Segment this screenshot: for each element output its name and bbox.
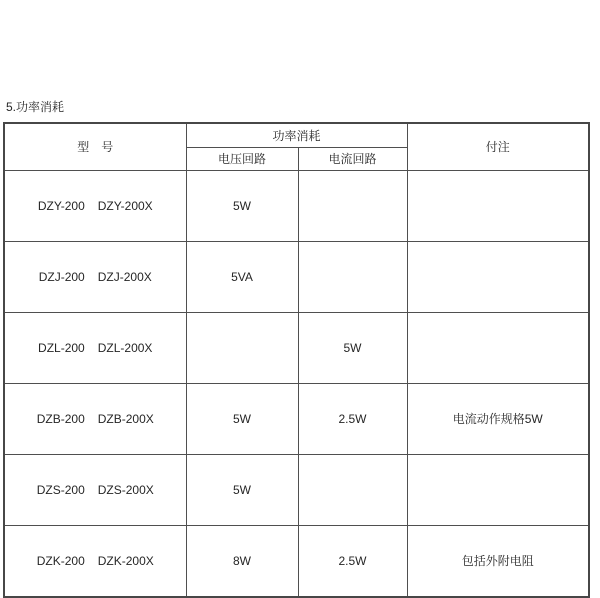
model-name-x: DZK-200X <box>97 553 154 568</box>
cell-model <box>4 525 186 597</box>
table-row <box>4 312 589 383</box>
model-name: DZS-200 <box>36 482 85 497</box>
cell-model <box>4 454 186 525</box>
cell-voltage-circuit <box>186 312 298 383</box>
power-consumption-table <box>3 122 590 598</box>
cell-note: 电流动作规格5W <box>407 383 589 454</box>
cell-current-circuit: 2.5W <box>298 383 407 454</box>
cell-model <box>4 170 186 241</box>
cell-current-circuit: 5W <box>298 312 407 383</box>
cell-voltage-circuit: 5W <box>186 170 298 241</box>
cell-current-circuit: 2.5W <box>298 525 407 597</box>
table-body <box>4 170 589 597</box>
model-name: DZL-200 <box>38 340 85 355</box>
cell-model <box>4 383 186 454</box>
table-row <box>4 170 589 241</box>
model-name: DZK-200 <box>36 553 85 568</box>
model-pair <box>5 270 186 284</box>
model-name-x: DZS-200X <box>97 482 154 497</box>
model-name-x: DZY-200X <box>97 198 153 213</box>
model-name: DZJ-200 <box>38 269 85 284</box>
model-name-x: DZB-200X <box>97 411 154 426</box>
model-pair <box>5 483 186 497</box>
model-name: DZB-200 <box>36 411 85 426</box>
model-pair <box>5 199 186 213</box>
model-pair <box>5 341 186 355</box>
cell-current-circuit <box>298 454 407 525</box>
cell-note: 包括外附电阻 <box>407 525 589 597</box>
model-pair <box>5 412 186 426</box>
col-header-power-group: 功率消耗 <box>186 123 407 147</box>
model-pair <box>5 554 186 568</box>
cell-current-circuit <box>298 170 407 241</box>
col-header-current-circuit: 电流回路 <box>298 147 407 170</box>
cell-note <box>407 170 589 241</box>
table-row <box>4 383 589 454</box>
header-row-top <box>4 123 589 147</box>
cell-voltage-circuit: 5VA <box>186 241 298 312</box>
cell-model <box>4 241 186 312</box>
section-title: 5.功率消耗 <box>6 100 65 114</box>
cell-voltage-circuit: 5W <box>186 383 298 454</box>
col-header-model: 型 号 <box>4 123 186 170</box>
table-row <box>4 525 589 597</box>
model-name-x: DZJ-200X <box>97 269 152 284</box>
cell-note <box>407 312 589 383</box>
cell-voltage-circuit: 8W <box>186 525 298 597</box>
table-header <box>4 123 589 170</box>
col-header-voltage-circuit: 电压回路 <box>186 147 298 170</box>
cell-current-circuit <box>298 241 407 312</box>
model-name-x: DZL-200X <box>97 340 153 355</box>
col-header-notes: 付注 <box>407 123 589 170</box>
cell-model <box>4 312 186 383</box>
cell-voltage-circuit: 5W <box>186 454 298 525</box>
table-row <box>4 241 589 312</box>
cell-note <box>407 454 589 525</box>
model-name: DZY-200 <box>37 198 85 213</box>
cell-note <box>407 241 589 312</box>
table-row <box>4 454 589 525</box>
